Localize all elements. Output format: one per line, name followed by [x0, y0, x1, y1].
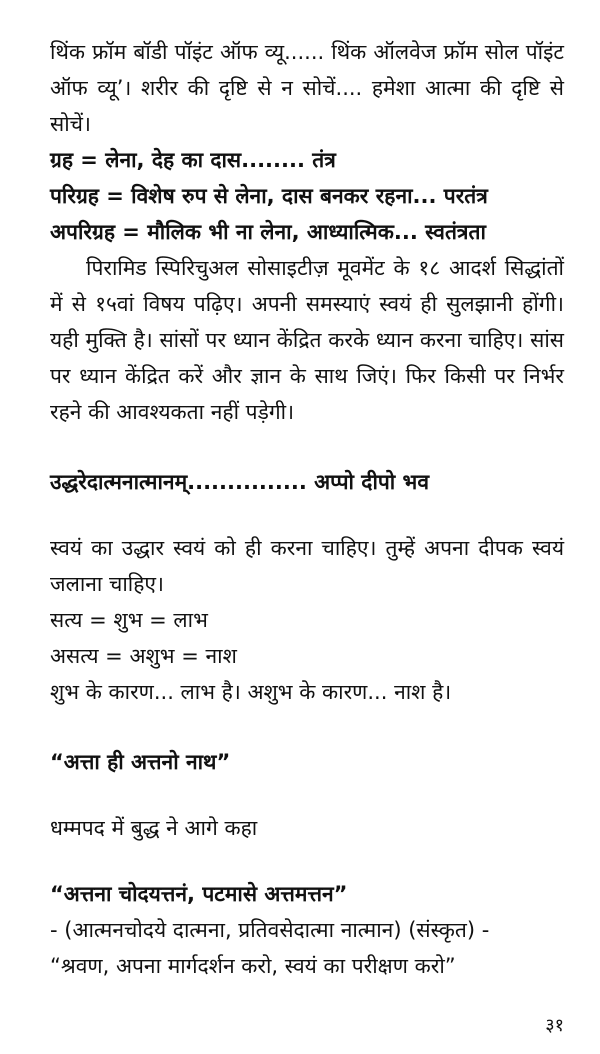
paragraph-self-upliftment: स्वयं का उद्धार स्वयं को ही करना चाहिए। तुम्हें अपना दीपक स्वयं जलाना चाहिए। [50, 536, 564, 596]
line-shubh-karan: शुभ के कारण... लाभ है। अशुभ के कारण... नाश है। [50, 680, 452, 704]
paragraph-dhammapada: धम्मपद में बुद्ध ने आगे कहा [50, 816, 258, 840]
heading-atta-hi-attano: “अत्ता ही अत्तनो नाथ” [50, 750, 231, 774]
paragraph-soul-viewpoint: थिंक फ्रॉम बॉडी पॉइंट ऑफ व्यू...... थिंक ऑलवेज फ्रॉम सोल पॉइंट ऑफ व्यू’। शरीर की दृष्टि से न सोचें.... हमेशा आत्मा की दृष्टि से सोचें। [50, 40, 564, 136]
paragraph-pyramid-principles: पिरामिड स्पिरिचुअल सोसाइटीज़ मूवमेंट के १८ आदर्श सिद्धांतों में से १५वां विषय पढ़िए। अपनी समस्याएं स्वयं ही सुलझानी होंगी। यही मुक्ति है। सांसों पर ध्यान केंद्रित करके ध्यान करना चाहिए। सांस पर ध्यान केंद्रित करें और ज्ञान के साथ जिएं। फिर किसी पर निर्भर रहने की आवश्यकता नहीं पड़ेगी। [50, 256, 564, 424]
line-shravan: “श्रवण, अपना मार्गदर्शन करो, स्वयं का परीक्षण करो” [50, 954, 456, 978]
line-sanskrit: - (आत्मनचोदये दात्मना, प्रतिवसेदात्मा नात्मान) (संस्कृत) - [50, 918, 490, 942]
equation-aparigraha: अपरिग्रह = मौलिक भी ना लेना, आध्यात्मिक... स्वतंत्रता [50, 220, 486, 244]
equation-parigraha: परिग्रह = विशेष रुप से लेना, दास बनकर रहना... परतंत्र [50, 184, 488, 208]
equation-graha: ग्रह = लेना, देह का दास........ तंत्र [50, 148, 336, 172]
line-asatya: असत्य = अशुभ = नाश [50, 644, 237, 668]
page-number: ३१ [545, 1015, 564, 1036]
heading-attana-chodayattanam: “अत्तना चोदयत्तनं, पटमासे अत्तमत्तन” [50, 882, 348, 906]
heading-uddhared: उद्धरेदात्मनात्मानम्............... अप्पो दीपो भव [50, 470, 430, 494]
line-satya: सत्य = शुभ = लाभ [50, 608, 208, 632]
